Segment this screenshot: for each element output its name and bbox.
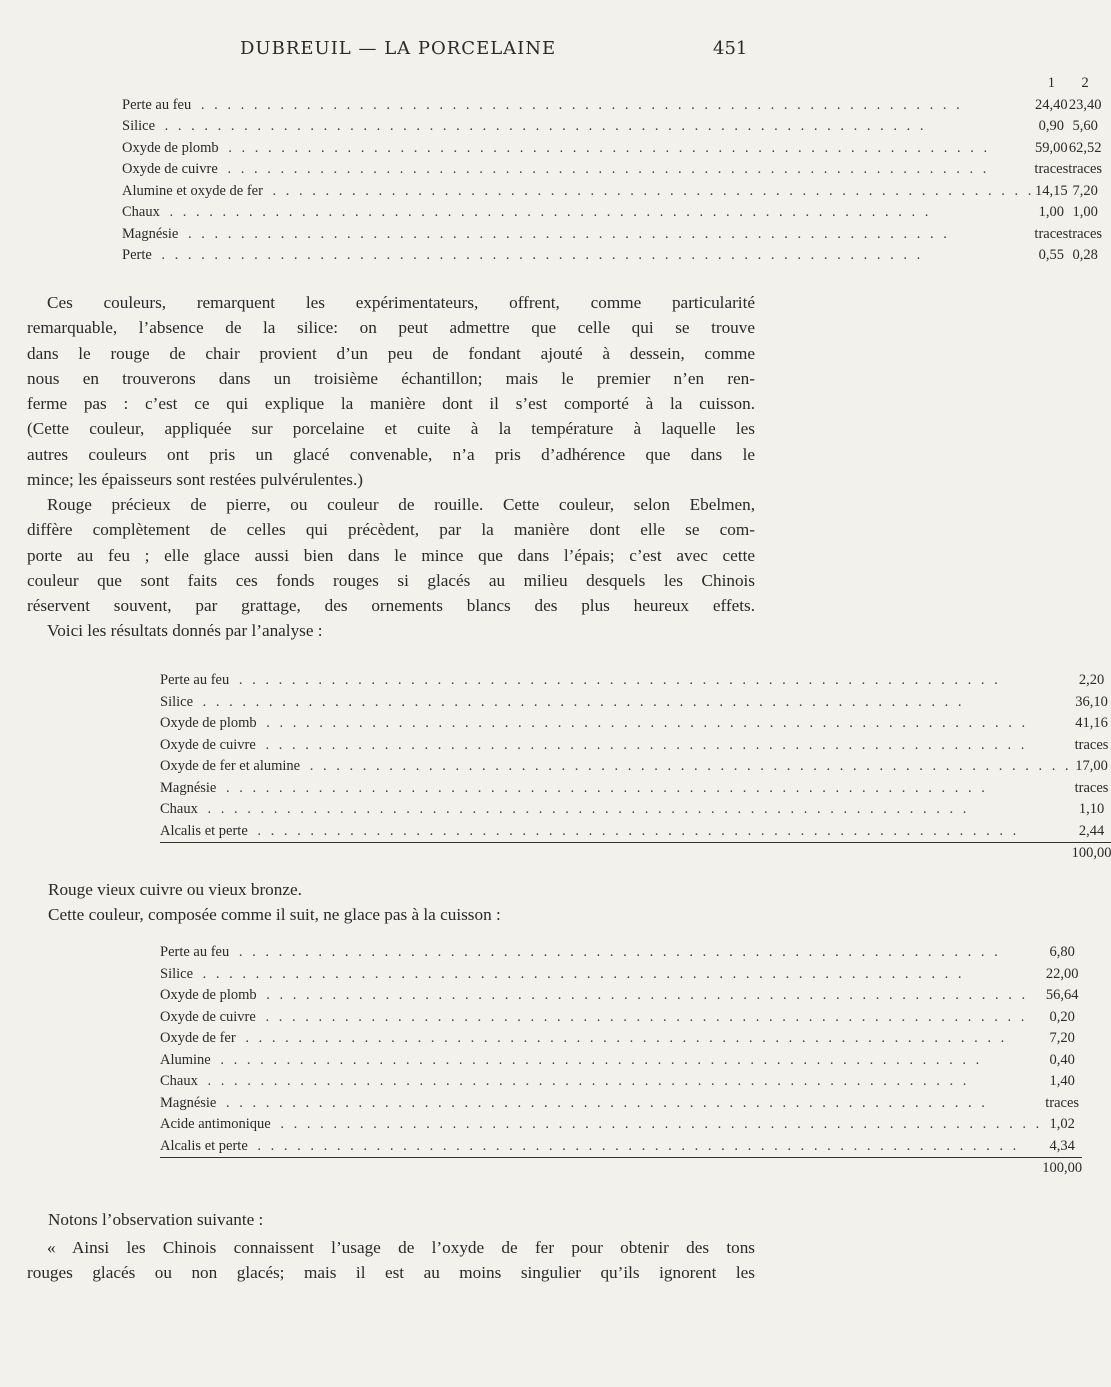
row-value: 1,40 [1049,1073,1075,1089]
label-text: Magnésie [122,226,181,242]
table-row [160,756,1111,778]
leader-dots: . . . . . . . . . . . . . . . . . . . . . . . . . . . . . . . . . . . . . . . . . . . . . . . . . . . . . . . . . . [259,715,1029,731]
leader-dots: . . . . . . . . . . . . . . . . . . . . . . . . . . . . . . . . . . . . . . . . . . . . . . . . . . . . . . . . . . [219,779,988,796]
label-text: Perte [122,247,155,263]
analysis-table-3 [160,942,1082,1180]
label-text: Oxyde de plomb [122,140,222,156]
row-value: 17,00 [1075,758,1108,774]
row-label [122,224,1034,246]
leader-dots: . . . . . . . . . . . . . . . . . . . . . . . . . . . . . . . . . . . . . . . . . . . . . . . . . . . . . . . . . . [154,247,924,263]
row-value: traces [1074,736,1109,753]
table-row [160,964,1082,986]
row-label [160,1093,1042,1115]
section-heading-vieux-cuivre: Rouge vieux cuivre ou vieux bronze. [48,880,302,899]
label-text: Chaux [160,801,201,817]
analysis-table-2 [160,670,1111,865]
column-header-2: 2 [1081,75,1089,91]
label-text: Oxyde de plomb [160,987,260,1003]
row-value: 22,00 [1045,965,1079,982]
leader-dots: . . . . . . . . . . . . . . . . . . . . . . . . . . . . . . . . . . . . . . . . . . . . . . . . . . . . . . . . . . [265,182,1035,199]
leader-dots: . . . . . . . . . . . . . . . . . . . . . . . . . . . . . . . . . . . . . . . . . . . . . . . . . . . . . . . . . . [196,965,965,982]
row-value: traces [1074,779,1109,796]
row-value: traces [1045,1094,1080,1111]
leader-dots: . . . . . . . . . . . . . . . . . . . . . . . . . . . . . . . . . . . . . . . . . . . . . . . . . . . . . . . . . . [232,672,1001,688]
text-line: « Ainsi les Chinois connaissent l’usage de l’oxyde de fer pour obtenir des tons [47,1238,755,1257]
row-label [160,692,1072,714]
label-text: Perte au feu [160,672,232,688]
table-row [122,245,1102,267]
row-label [160,1071,1042,1093]
row-value: 2,20 [1078,672,1105,688]
total-row [160,843,1111,865]
row-label [160,799,1072,821]
total-spacer [160,1158,1042,1180]
row-value: 4,34 [1049,1137,1075,1154]
leader-dots: . . . . . . . . . . . . . . . . . . . . . . . . . . . . . . . . . . . . . . . . . . . . . . . . . . . . . . . . . . [196,693,965,710]
text-line: autres couleurs ont pris un glacé convenable, n’a pris d’adhérence que dans le [27,444,755,464]
table-header-row [122,73,1102,95]
table-row [122,159,1102,181]
table-row [122,116,1102,138]
text-line: rouges glacés ou non glacés; mais il est au moins singulier qu’ils ignorent les [27,1263,755,1283]
table-row [122,181,1102,203]
value-col-2: 1,00 [1072,204,1098,220]
total-row [160,1158,1082,1180]
text-line: ferme pas : c’est ce qui explique la manière dont il s’est comporté à la cuisson. [27,394,755,414]
value-col-2: 0,28 [1072,247,1098,263]
table-row [160,670,1111,692]
leader-dots: . . . . . . . . . . . . . . . . . . . . . . . . . . . . . . . . . . . . . . . . . . . . . . . . . . . . . . . . . . [220,161,990,177]
total-spacer [160,843,1072,865]
leader-dots: . . . . . . . . . . . . . . . . . . . . . . . . . . . . . . . . . . . . . . . . . . . . . . . . . . . . . . . . . . [232,944,1001,960]
label-text: Perte au feu [122,97,194,113]
section-intro: Cette couleur, composée comme il suit, ne glace pas à la cuisson : [48,905,501,924]
table-row [122,224,1102,246]
row-label [160,735,1072,757]
label-text: Magnésie [160,1095,219,1111]
value-col-2: 7,20 [1072,182,1098,199]
row-label [160,1050,1042,1072]
text-line: couleur que sont faits ces fonds rouges si glacés au milieu desquels les Chinois [27,570,755,590]
leader-dots: . . . . . . . . . . . . . . . . . . . . . . . . . . . . . . . . . . . . . . . . . . . . . . . . . . . . . . . . . . [303,758,1072,774]
closing-heading: Notons l’observation suivante : [48,1210,264,1229]
table-row [160,1114,1082,1136]
leader-dots: . . . . . . . . . . . . . . . . . . . . . . . . . . . . . . . . . . . . . . . . . . . . . . . . . . . . . . . . . . [250,1137,1020,1154]
text-line: Rouge précieux de pierre, ou couleur de rouille. Cette couleur, selon Ebelmen, [47,495,755,514]
value-col-1: 1,00 [1038,204,1065,220]
text-line: mince; les épaisseurs sont restées pulvérulentes.) [27,470,364,490]
value-col-1: traces [1034,225,1069,242]
label-text: Alumine et oxyde de fer [122,183,266,199]
label-text: Oxyde de cuivre [160,1009,259,1025]
text-line: porte au feu ; elle glace aussi bien dans le mince que dans l’épais; c’est avec cette [27,545,755,565]
row-label [122,202,1034,224]
text-line: (Cette couleur, appliquée sur porcelaine et cuite à la température à laquelle les [27,419,755,439]
leader-dots: . . . . . . . . . . . . . . . . . . . . . . . . . . . . . . . . . . . . . . . . . . . . . . . . . . . . . . . . . . [250,822,1020,839]
row-label [160,964,1042,986]
leader-dots: . . . . . . . . . . . . . . . . . . . . . . . . . . . . . . . . . . . . . . . . . . . . . . . . . . . . . . . . . . [181,225,950,242]
row-value: 36,10 [1075,693,1108,710]
table-row [160,942,1082,964]
leader-dots: . . . . . . . . . . . . . . . . . . . . . . . . . . . . . . . . . . . . . . . . . . . . . . . . . . . . . . . . . . [258,736,1028,753]
label-text: Silice [122,118,158,134]
text-line: Ces couleurs, remarquent les expérimentateurs, offrent, comme particularité [47,293,755,312]
row-label [160,756,1072,778]
label-text: Oxyde de cuivre [122,161,221,177]
leader-dots: . . . . . . . . . . . . . . . . . . . . . . . . . . . . . . . . . . . . . . . . . . . . . . . . . . . . . . . . . . [219,1094,988,1111]
label-text: Alcalis et perte [160,823,251,839]
row-value: 7,20 [1049,1030,1075,1046]
row-label [160,942,1042,964]
running-header [0,38,800,62]
total-value: 100,00 [1072,843,1111,865]
total-value: 100,00 [1042,1158,1082,1180]
row-label [122,95,1034,117]
row-label [122,181,1034,203]
row-value: 1,10 [1078,801,1105,817]
table-row [160,1136,1082,1158]
label-text: Silice [160,694,196,710]
row-value: 2,44 [1078,822,1105,839]
table-row [160,778,1111,800]
table-row [160,821,1111,843]
label-text: Oxyde de cuivre [160,737,259,753]
leader-dots: . . . . . . . . . . . . . . . . . . . . . . . . . . . . . . . . . . . . . . . . . . . . . . . . . . . . . . . . . . [213,1051,983,1068]
analysis-table-1 [122,73,1102,267]
label-text: Alumine [160,1052,214,1068]
label-text: Oxyde de fer et alumine [160,758,303,774]
page-number: 451 [713,38,748,59]
text-line: remarquable, l’absence de la silice: on peut admettre que celle qui se trouve [27,318,755,338]
value-col-1: 0,90 [1038,118,1065,134]
row-value: 6,80 [1049,944,1075,960]
table-row [160,799,1111,821]
leader-dots: . . . . . . . . . . . . . . . . . . . . . . . . . . . . . . . . . . . . . . . . . . . . . . . . . . . . . . . . . . [259,987,1029,1003]
row-value: 0,40 [1049,1051,1075,1068]
table-row [160,1050,1082,1072]
label-text: Chaux [122,204,163,220]
table-row [122,202,1102,224]
row-label [160,713,1072,735]
value-col-2: traces [1068,225,1103,242]
text-line: réservent souvent, par grattage, des ornements blancs des plus heureux effets. [27,596,755,616]
label-text: Oxyde de plomb [160,715,260,731]
row-label [122,159,1034,181]
header-title: DUBREUIL — LA PORCELAINE [240,38,557,59]
table-row [160,713,1111,735]
paragraph-1 [27,290,755,492]
leader-dots: . . . . . . . . . . . . . . . . . . . . . . . . . . . . . . . . . . . . . . . . . . . . . . . . . . . . . . . . . . [200,801,970,817]
text-line: Voici les résultats donnés par l’analyse : [47,621,323,641]
table-row [160,1007,1082,1029]
row-label [160,1136,1042,1158]
row-label [160,1028,1042,1050]
row-value: 56,64 [1045,987,1079,1003]
leader-dots: . . . . . . . . . . . . . . . . . . . . . . . . . . . . . . . . . . . . . . . . . . . . . . . . . . . . . . . . . . [194,96,963,113]
table-row [160,985,1082,1007]
value-col-2: 62,52 [1068,139,1102,156]
row-label [160,1114,1042,1136]
row-label [160,821,1072,843]
text-line: nous en trouverons dans un troisième échantillon; mais le premier n’en ren- [27,368,755,388]
text-line: diffère complètement de celles qui précèdent, par la manière dont elle se com- [27,520,755,540]
row-value: 1,02 [1049,1116,1075,1132]
row-label [160,670,1072,692]
row-label [122,245,1034,267]
row-value: 41,16 [1075,715,1108,731]
label-text: Perte au feu [160,944,232,960]
row-label [122,138,1034,160]
value-col-1: 14,15 [1035,182,1068,199]
table-row [160,1071,1082,1093]
paragraph-2 [27,492,755,644]
leader-dots: . . . . . . . . . . . . . . . . . . . . . . . . . . . . . . . . . . . . . . . . . . . . . . . . . . . . . . . . . . [258,1008,1028,1025]
value-col-1: 24,40 [1035,96,1068,113]
row-label [160,778,1072,800]
leader-dots: . . . . . . . . . . . . . . . . . . . . . . . . . . . . . . . . . . . . . . . . . . . . . . . . . . . . . . . . . . [221,139,991,156]
text-line: dans le rouge de chair provient d’un peu de fondant ajouté à dessein, comme [27,343,755,363]
label-text: Alcalis et perte [160,1138,251,1154]
closing-paragraph [27,1235,755,1286]
column-header-1: 1 [1047,75,1055,91]
table-row [160,692,1111,714]
label-text: Acide antimonique [160,1116,274,1132]
value-col-2: 23,40 [1068,96,1102,113]
label-text: Magnésie [160,780,219,796]
row-label [160,1007,1042,1029]
value-col-1: 59,00 [1035,139,1068,156]
table-row [122,95,1102,117]
leader-dots: . . . . . . . . . . . . . . . . . . . . . . . . . . . . . . . . . . . . . . . . . . . . . . . . . . . . . . . . . . [273,1116,1043,1132]
leader-dots: . . . . . . . . . . . . . . . . . . . . . . . . . . . . . . . . . . . . . . . . . . . . . . . . . . . . . . . . . . [162,204,932,220]
row-label [122,116,1034,138]
table-row [122,138,1102,160]
table-row [160,735,1111,757]
leader-dots: . . . . . . . . . . . . . . . . . . . . . . . . . . . . . . . . . . . . . . . . . . . . . . . . . . . . . . . . . . [238,1030,1008,1046]
label-text: Oxyde de fer [160,1030,239,1046]
table-row [160,1093,1082,1115]
row-label [160,985,1042,1007]
table-row [160,1028,1082,1050]
label-text: Silice [160,966,196,982]
leader-dots: . . . . . . . . . . . . . . . . . . . . . . . . . . . . . . . . . . . . . . . . . . . . . . . . . . . . . . . . . . [158,118,927,134]
row-value: 0,20 [1049,1008,1075,1025]
value-col-1: traces [1034,161,1069,177]
value-col-1: 0,55 [1038,247,1065,263]
label-text: Chaux [160,1073,201,1089]
value-col-2: 5,60 [1072,118,1098,134]
leader-dots: . . . . . . . . . . . . . . . . . . . . . . . . . . . . . . . . . . . . . . . . . . . . . . . . . . . . . . . . . . [200,1073,970,1089]
value-col-2: traces [1068,161,1103,177]
